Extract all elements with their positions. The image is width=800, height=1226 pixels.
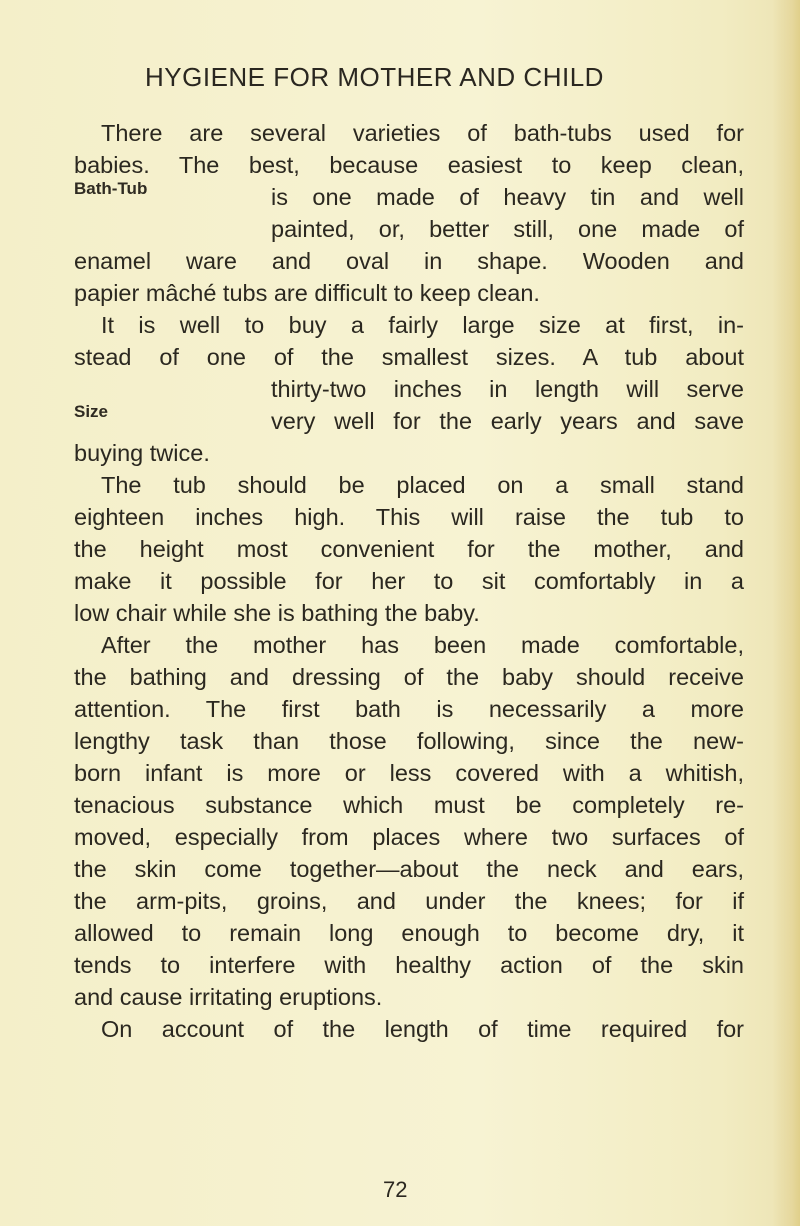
text-line: papier mâché tubs are difficult to keep clean. [74, 280, 540, 306]
text-line: attention. The first bath is necessarily a more [74, 696, 744, 722]
text-line: tenacious substance which must be completely re- [74, 792, 744, 818]
text-line: allowed to remain long enough to become dry, it [74, 920, 744, 946]
page-number: 72 [383, 1177, 408, 1202]
page-edge-shadow [772, 0, 800, 1226]
text-line: painted, or, better still, one made of [271, 216, 744, 242]
text-line: the height most convenient for the mother, and [74, 536, 744, 562]
text-line: enamel ware and oval in shape. Wooden and [74, 248, 744, 274]
text-line: tends to interfere with healthy action of the skin [74, 952, 744, 978]
text-line: moved, especially from places where two surfaces of [74, 824, 744, 850]
text-line: eighteen inches high. This will raise the tub to [74, 504, 744, 530]
text-line: stead of one of the smallest sizes. A tub about [74, 344, 744, 370]
text-line: thirty-two inches in length will serve [271, 376, 744, 402]
text-line: On account of the length of time required for [101, 1016, 744, 1042]
text-line: the arm-pits, groins, and under the knees; for if [74, 888, 744, 914]
text-line: and cause irritating eruptions. [74, 984, 383, 1010]
sidenote-bath-tub: Bath-Tub [74, 179, 148, 198]
text-line: the skin come together—about the neck and ears, [74, 856, 744, 882]
text-line: lengthy task than those following, since the new- [74, 728, 744, 754]
sidenote-size: Size [74, 402, 109, 421]
text-line: It is well to buy a fairly large size at first, in- [101, 312, 744, 338]
text-line: low chair while she is bathing the baby. [74, 600, 480, 626]
text-line: make it possible for her to sit comfortably in a [74, 568, 744, 594]
text-line: The tub should be placed on a small stand [101, 472, 744, 498]
text-line: very well for the early years and save [271, 408, 744, 434]
text-line: There are several varieties of bath-tubs used for [101, 120, 744, 146]
text-line: babies. The best, because easiest to keep clean, [74, 152, 744, 178]
running-head: HYGIENE FOR MOTHER AND CHILD [145, 62, 604, 92]
text-line: the bathing and dressing of the baby should receive [74, 664, 744, 690]
text-line: born infant is more or less covered with a whitish, [74, 760, 744, 786]
text-line: buying twice. [74, 440, 210, 466]
text-line: After the mother has been made comfortable, [101, 632, 744, 658]
text-line: is one made of heavy tin and well [271, 184, 744, 210]
